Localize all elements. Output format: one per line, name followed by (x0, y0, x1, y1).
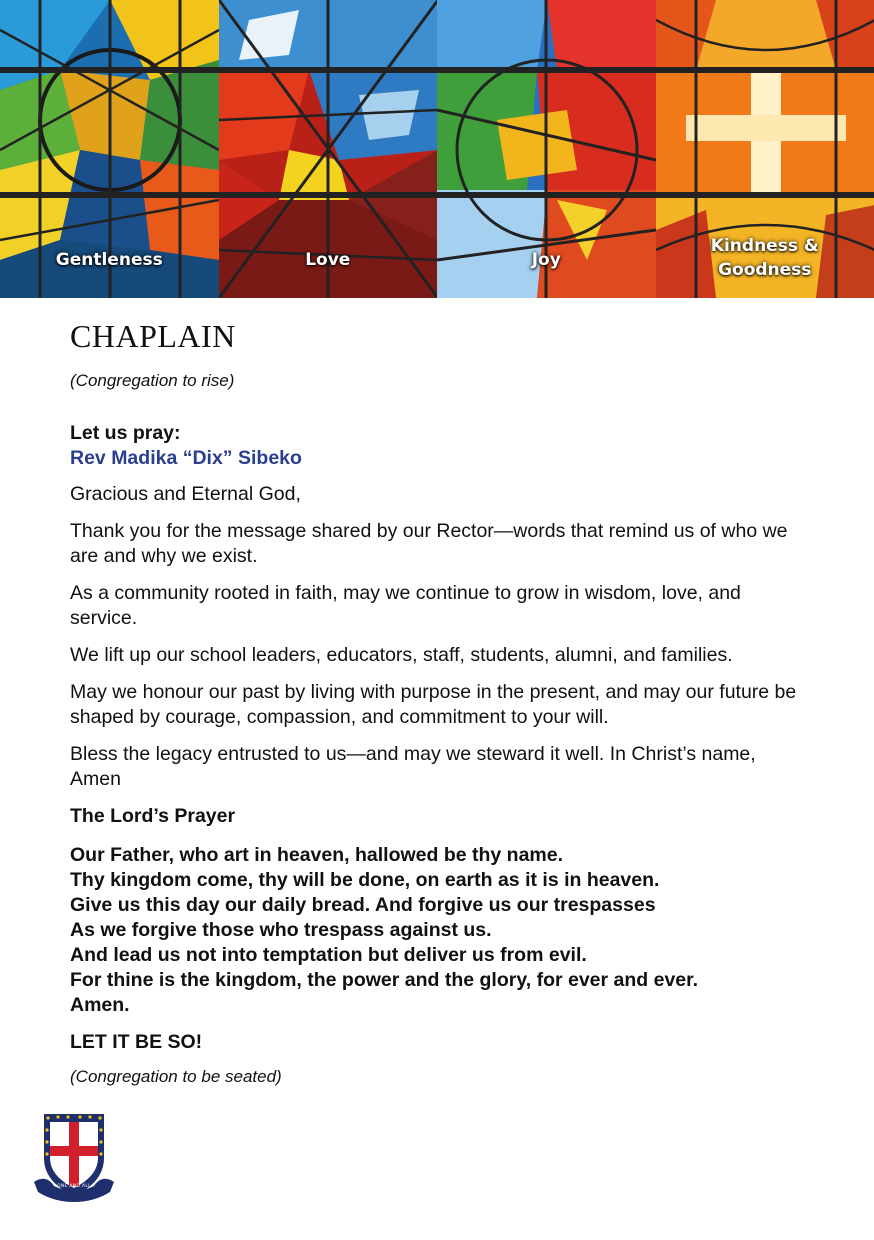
prayer-heading: Let us pray: (70, 422, 181, 444)
lords-prayer-line: Amen. (70, 994, 130, 1016)
banner-label-love: Love (305, 250, 351, 270)
lords-prayer-line: For thine is the kingdom, the power and the glory, for ever and ever. (70, 969, 699, 991)
lords-prayer-text (70, 843, 810, 1018)
page-title: CHAPLAIN (70, 318, 236, 354)
lords-prayer-line: Give us this day our daily bread. And forgive us our trespasses (70, 894, 656, 916)
lords-prayer-line: Our Father, who art in heaven, hallowed be thy name. (70, 844, 564, 866)
lords-prayer-line: As we forgive those who trespass against us. (70, 919, 492, 941)
lords-prayer-heading: The Lord’s Prayer (70, 805, 236, 827)
instruction-seated: (Congregation to be seated) (70, 1067, 282, 1086)
prayer-paragraph: Gracious and Eternal God, (70, 483, 301, 505)
lords-prayer-line: And lead us not into temptation but deliver us from evil. (70, 944, 587, 966)
banner-label-gentleness: Gentleness (55, 250, 163, 270)
closing-exclamation: LET IT BE SO! (70, 1031, 203, 1053)
crest-motto: ONE AND ALL (57, 1184, 91, 1189)
prayer-paragraph: As a community rooted in faith, may we continue to grow in wisdom, love, and service. (70, 582, 741, 629)
speaker-name: Rev Madika “Dix” Sibeko (70, 447, 302, 469)
lords-prayer-line: Thy kingdom come, thy will be done, on earth as it is in heaven. (70, 869, 660, 891)
chaplain-section (70, 318, 810, 1087)
banner-panel-gentleness (0, 0, 219, 298)
prayer-paragraph: Thank you for the message shared by our Rector—words that remind us of who we are and why we exist. (70, 520, 788, 567)
banner-panel-joy (437, 0, 656, 298)
instruction-rise: (Congregation to rise) (70, 371, 235, 390)
prayer-paragraph: We lift up our school leaders, educators, staff, students, alumni, and families. (70, 644, 733, 666)
banner-label-kindness-goodness: Kindness & Goodness (710, 236, 819, 280)
prayer-paragraph: Bless the legacy entrusted to us—and may we steward it well. In Christ’s name, Amen (70, 743, 756, 790)
banner-panel-love (219, 0, 438, 298)
banner-panel-kindness-goodness (656, 0, 874, 298)
school-crest-logo (32, 1112, 116, 1209)
stained-glass-banner (0, 0, 874, 298)
prayer-paragraph: May we honour our past by living with purpose in the present, and may our future be shaped by courage, compassion, and commitment to your will. (70, 681, 797, 728)
banner-label-joy: Joy (531, 250, 561, 270)
crest-shield-icon (32, 1112, 116, 1204)
